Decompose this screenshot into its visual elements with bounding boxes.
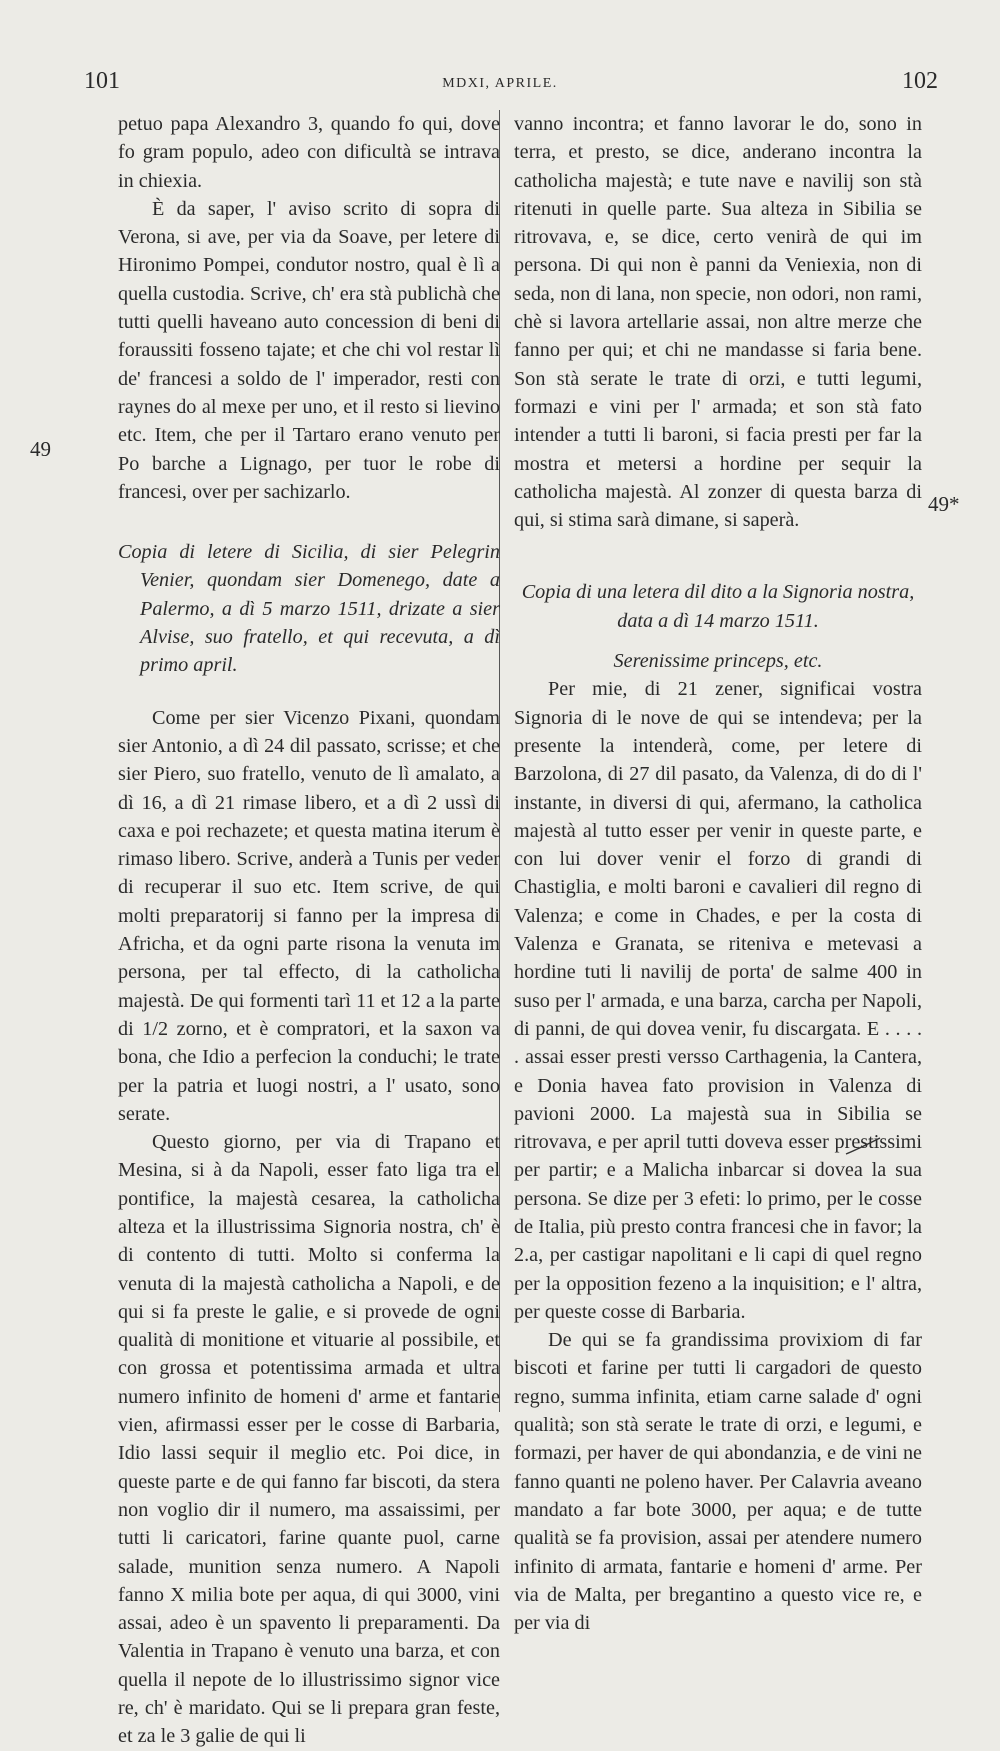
spacer bbox=[118, 680, 500, 704]
right-paragraph-2: Per mie, di 21 zener, significai vostra Signoria di le nove de qui se intendeva; per la presente la intenderà, come, per letere di Barzolona, di 27 dil pasato, da Valenza, di do di l' instante, in diversi di qui, afermano, la catholica majestà al tutto esser per venir in queste parte, e con lui dover venir el forzo di grandi di Chastiglia, e molti baroni e cavalieri dil regno di Valenza; e come in Chades, e per la costa di Valenza e Granata, se riteniva e metevasi a hordine tuti li navilij de porta' de salme 400 in suso per l' armada, e una barza, carcha per Napoli, di panni, de qui dovea venir, fu discargata. E . . . . . assai esser presti versso Carthagenia, la Cantera, e Donia havea fato provision in Valenza di pavioni 2000. La majestà sua in Sibilia se ritrovava, e per april tutti doveva esser prestissimi per partir; e a Malicha inbarcar si dovea la sua persona. Se dize per 3 efeti: lo primo, per le cosse de Italia, più presto contra francesi che in favor; la 2.a, per castigar napolitani e li capi di quel regno per la opposition fezeno a la inquisition; e l' altra, per queste cosse di Barbaria. bbox=[514, 678, 922, 1323]
left-paragraph-1: petuo papa Alexandro 3, quando fo qui, dove fo gram populo, adeo con dificultà se intrava in chiexia. bbox=[118, 113, 500, 192]
left-column bbox=[118, 110, 500, 1751]
right-paragraph-1: vanno incontra; et fanno lavorar le do, sono in terra, et presto, se dice, anderano incontra la catholicha majestà; e tute nave e navilij son stà ritenuti in quelle parte. Sua alteza in Sibilia se ritrovava, e, se dice, certo venirà de qui im persona. Di qui non è panni da Veniexia, non di seda, non di lana, non specie, non odori, non rami, chè si lavora artellarie assai, non altre merze che fanno per qui; et chi ne mandasse si faria bene. Son stà serate le trate di orzi, e tutti legumi, formazi e vini per l' armada; et son stà fato intender a tutti li baroni, si facia presti per far la mostra et metersi a hordine per sequir la catholicha majestà. Al zonzer di questa barza di qui, si stima sarà dimane, si saperà. bbox=[514, 113, 922, 532]
letter-heading-sicilia: Copia di letere di Sicilia, di sier Pelegrin Venier, quondam sier Domenego, date a Palermo, a dì 5 marzo 1511, drizate a sier Alvise, suo fratello, et qui recevuta, a dì primo april. bbox=[118, 541, 500, 677]
margin-note-left: 49 bbox=[30, 437, 51, 461]
left-paragraph-2: È da saper, l' aviso scrito di sopra di Verona, si ave, per via da Soave, per letere di Hironimo Pompei, condutor nostro, qual è lì a quella custodia. Scrive, ch' era stà publichà che tutti quelli haveano auto concession di beni di foraussiti fosseno tajate; et che chi vol restar lì de' francesi a soldo de l' imperador, resti con raynes do al mexe per uno, et il resto si lievino etc. Item, che per il Tartaro erano venuto per Po barche a Lignago, per tuor le robe di francesi, over per sachizarlo. bbox=[118, 197, 500, 503]
salutation: Serenissime princeps, etc. bbox=[613, 650, 823, 673]
handwritten-ink-mark bbox=[844, 1136, 882, 1158]
spacer bbox=[514, 534, 922, 570]
margin-note-right: 49* bbox=[928, 492, 960, 516]
left-paragraph-3: Come per sier Vicenzo Pixani, quondam sier Antonio, a dì 24 dil passato, scrisse; et che sier Piero, suo fratello, venuto de lì amalato, a dì 16, a dì 21 rimase libero, et a dì 2 ussì di caxa e poi rechazete; et questa matina iterum è rimaso libero. Scrive, anderà a Tunis per veder di recuperar il suo etc. Item scrive, de qui molti preparatorij si fanno per la impresa di Africha, et da ogni parte risona la venuta im persona, per tal effecto, di la catholicha majestà. De qui formenti tarì 11 et 12 a la parte di 1/2 zorno, et è compratori, et la saxon va bona, che Idio a perfecion la conduchi; le trate per la patria et luogi nostri, a l' usato, sono serate. bbox=[118, 706, 500, 1125]
right-column bbox=[514, 110, 922, 1637]
left-paragraph-4: Questo giorno, per via di Trapano et Mesina, si à da Napoli, esser fato liga tra el pontifice, la majestà cesarea, la catholicha alteza et la illustrissima Signoria nostra, ch' è di contento di tutti. Molto si conferma la venuta di la majestà catholicha a Napoli, e de qui si fa preste le galie, e si provede de ogni qualità di monitione et vituarie al possibile, et con grossa et potentissima armada et ultra numero infinito de homeni d' arme et fantarie vien, afirmassi esser per le cosse di Barbaria, Idio lassi sequir il meglio etc. Poi dice, in queste parte e de qui fanno far biscoti, da stera non voglio dir il numero, ma assaissimi, per tutti li caricatori, farine quante puol, carne salade, munition senza numero. A Napoli fanno X milia bote per aqua, di qui 3000, vini assai, adeo è un spavento li preparamenti. Da Valentia in Trapano è venuto una barza, et con quella il nepote de lo illustrissimo signor vice re, ch' è maridato. Qui se li prepara gran feste, et za le 3 galie de qui li bbox=[118, 1131, 500, 1748]
page-number-right: 102 bbox=[902, 68, 938, 94]
running-head: MDXI, APRILE. bbox=[442, 76, 558, 91]
page-header bbox=[0, 68, 1000, 108]
letter-heading-signoria: Copia di una letera dil dito a la Signoria nostra, data a dì 14 marzo 1511. bbox=[521, 581, 915, 632]
spacer bbox=[118, 506, 500, 530]
right-paragraph-3: De qui se fa grandissima provixiom di far biscoti et farine per tutti li cargadori de questo regno, summa infinita, etiam carne salade d' ogni qualità; son stà serate le trate di orzi, e legumi, e formazi, per haver de qui abondanzia, e de vini ne fanno quanti ne poleno haver. Per Calavria aveano mandato a far bote 3000, per aqua; e de tutte qualità se fa provision, assai per atendere numero infinito di armata, fantarie e homeni d' arme. Per via de Malta, per bregantino a questo vice re, e per via di bbox=[514, 1329, 922, 1635]
page-number-left: 101 bbox=[84, 68, 120, 94]
